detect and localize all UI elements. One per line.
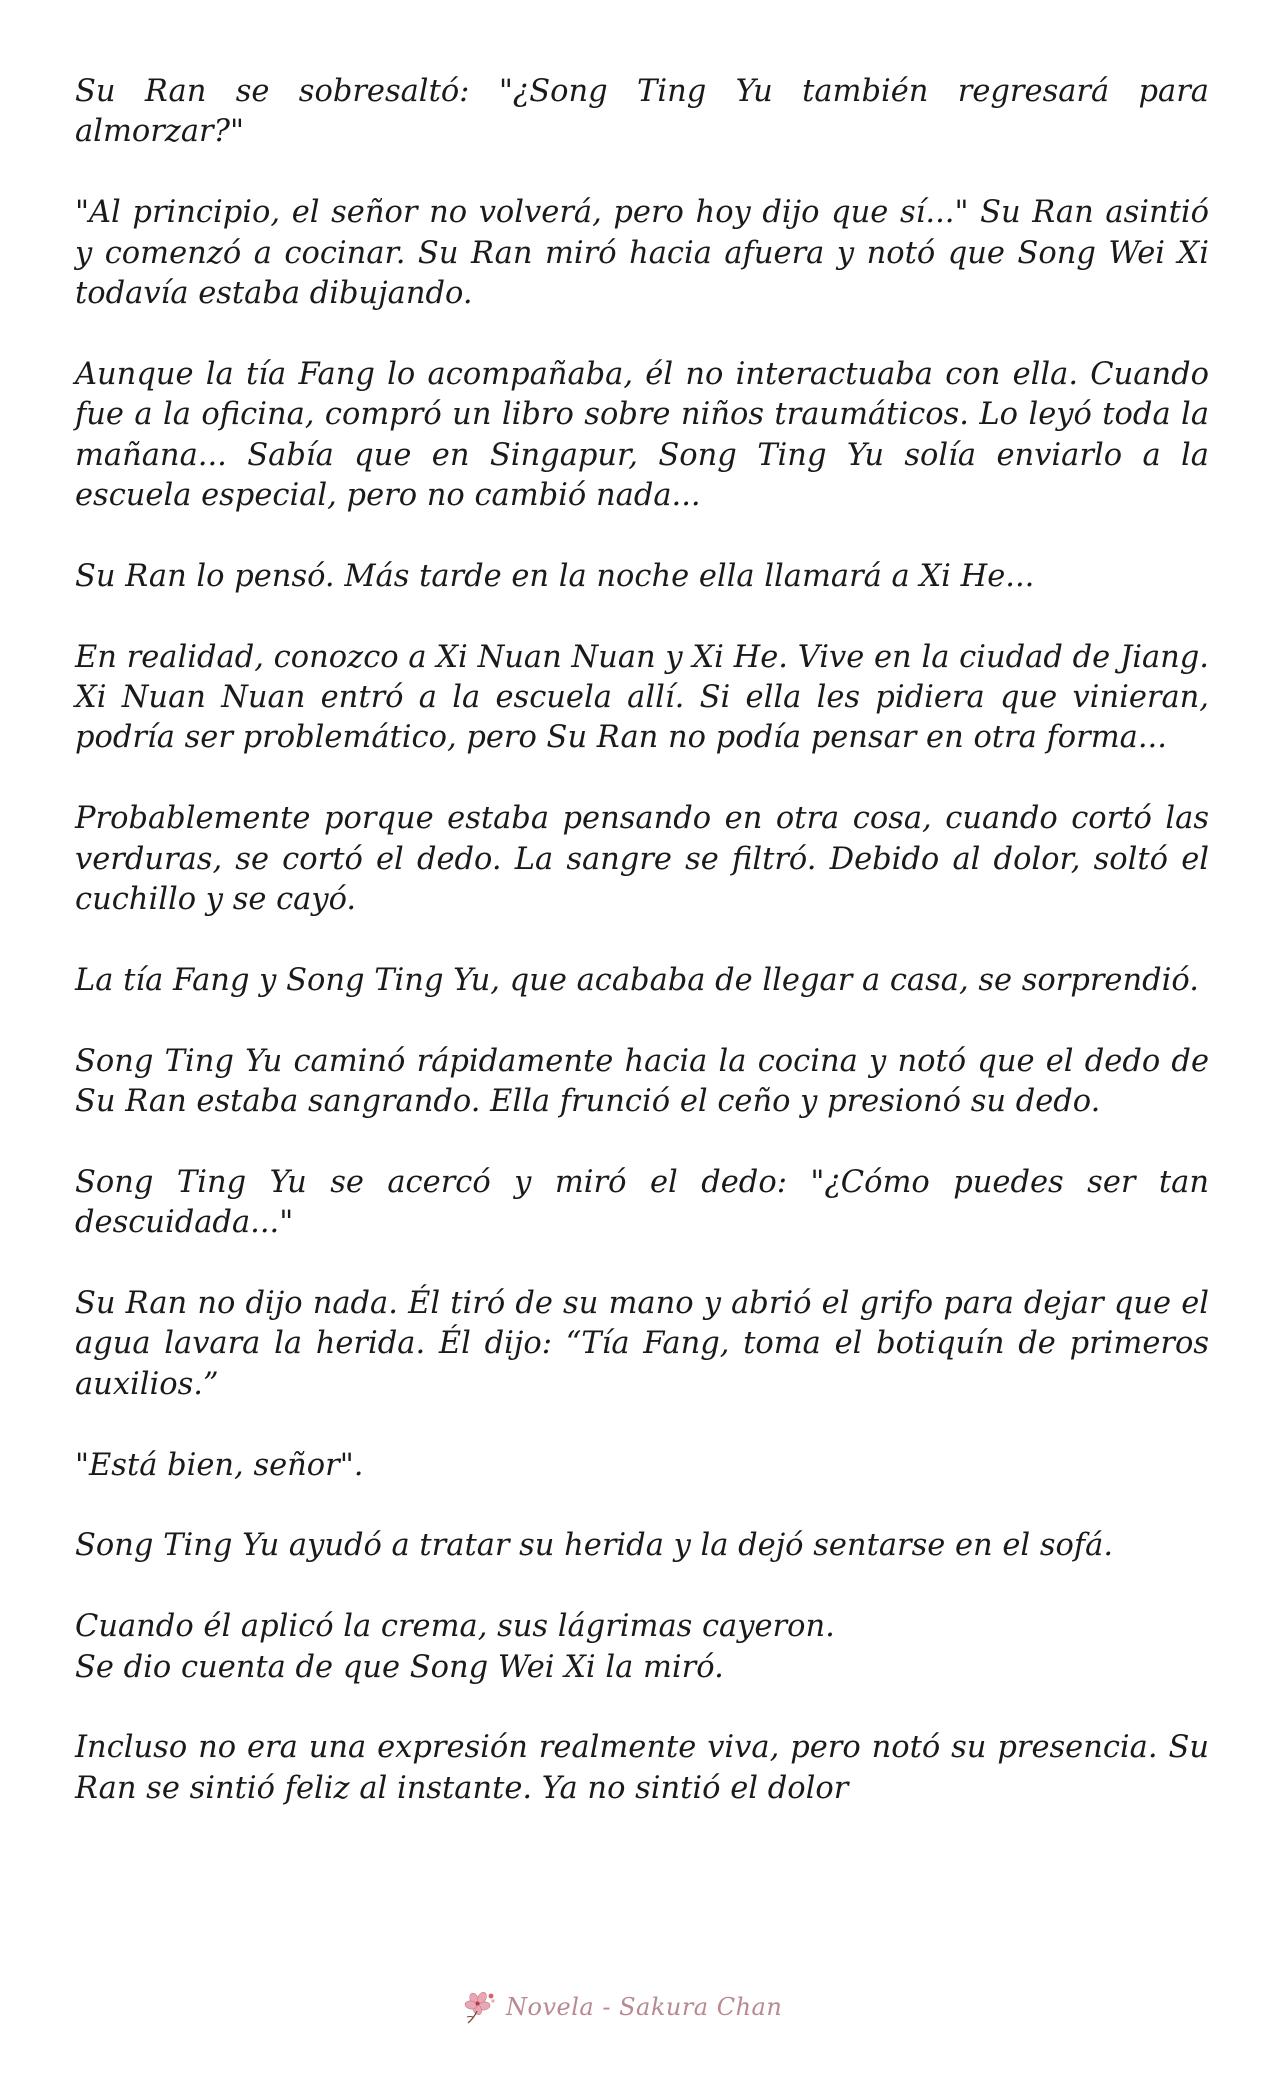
paragraph-14: Incluso no era una expresión realmente viva, pero notó su presencia. Su Ran se sintió feliz al instante. Ya no sintió el dolor <box>75 1730 1209 1806</box>
paragraph-4: Su Ran lo pensó. Más tarde en la noche ella llamará a Xi He... <box>75 558 1035 594</box>
paragraph-5: En realidad, conozco a Xi Nuan Nuan y Xi He. Vive en la ciudad de Jiang. Xi Nuan Nuan entró a la escuela allí. Si ella les pidiera que vinieran, podría ser problemático, pero Su Ran no podía pensar en otra forma... <box>75 639 1209 756</box>
paragraph-11: "Está bien, señor". <box>75 1447 364 1483</box>
document-body <box>75 72 1209 1809</box>
paragraph-9: Song Ting Yu se acercó y miró el dedo: "¿Cómo puedes ser tan descuidada..." <box>75 1164 1209 1241</box>
paragraph-6: Probablemente porque estaba pensando en otra cosa, cuando cortó las verduras, se cortó el dedo. La sangre se filtró. Debido al dolor, soltó el cuchillo y se cayó. <box>75 801 1209 918</box>
paragraph-2: "Al principio, el señor no volverá, pero hoy dijo que sí..." Su Ran asintió y comenzó a cocinar. Su Ran miró hacia afuera y notó que Song Wei Xi todavía estaba dibujando. <box>75 195 1209 312</box>
sakura-flower-icon <box>460 1987 500 2027</box>
paragraph-7: La tía Fang y Song Ting Yu, que acababa de llegar a casa, se sorprendió. <box>75 962 1199 998</box>
paragraph-1: Su Ran se sobresaltó: "¿Song Ting Yu también regresará para almorzar?" <box>75 74 1209 150</box>
watermark-text: Novela - Sakura Chan <box>506 1993 783 2021</box>
paragraph-12: Song Ting Yu ayudó a tratar su herida y la dejó sentarse en el sofá. <box>75 1528 1114 1564</box>
paragraph-8: Song Ting Yu caminó rápidamente hacia la cocina y notó que el dedo de Su Ran estaba sangrando. Ella frunció el ceño y presionó su dedo. <box>75 1043 1209 1120</box>
watermark <box>460 1985 782 2029</box>
paragraph-3: Aunque la tía Fang lo acompañaba, él no interactuaba con ella. Cuando fue a la oficina, compró un libro sobre niños traumáticos. Lo leyó toda la mañana... Sabía que en Singapur, Song Ting Yu solía enviarlo a la escuela especial, pero no cambió nada... <box>75 356 1209 514</box>
paragraph-10: Su Ran no dijo nada. Él tiró de su mano y abrió el grifo para dejar que el agua lavara la herida. Él dijo: “Tía Fang, toma el botiquín de primeros auxilios.” <box>75 1286 1209 1402</box>
paragraph-13: Cuando él aplicó la crema, sus lágrimas cayeron. Se dio cuenta de que Song Wei Xi la miró. <box>75 1609 835 1685</box>
